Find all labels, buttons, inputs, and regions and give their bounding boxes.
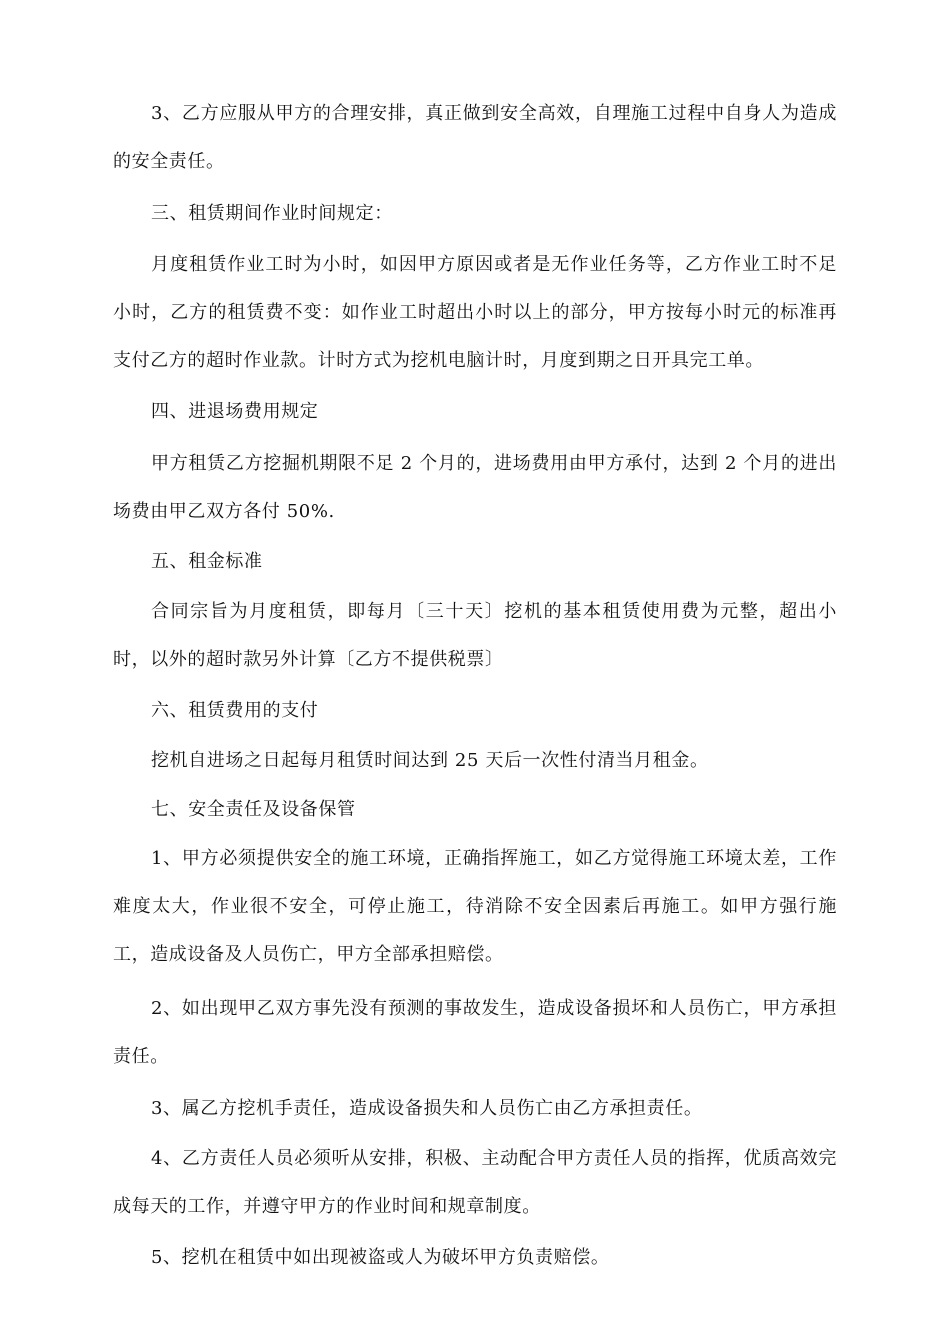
- clause-3-safety-arrangement: 3、乙方应服从甲方的合理安排，真正做到安全高效，自理施工过程中自身人为造成的安全责任。: [113, 103, 837, 172]
- clause-5-theft-damage: 5、挖机在租赁中如出现被盗或人为破坏甲方负责赔偿。: [151, 1247, 610, 1268]
- clause-4-personnel-obligations: 4、乙方责任人员必须听从安排，积极、主动配合甲方责任人员的指挥，优质高效完成每天的工作，并遵守甲方的作业时间和规章制度。: [113, 1148, 837, 1217]
- clause-3-operator-responsibility: 3、属乙方挖机手责任，造成设备损失和人员伤亡由乙方承担责任。: [151, 1098, 703, 1119]
- section-heading-entry-exit-fees: 四、进退场费用规定: [151, 401, 319, 422]
- paragraph-rent-payment: 挖机自进场之日起每月租赁时间达到 25 天后一次性付清当月租金。: [151, 750, 709, 771]
- section-heading-rent-standard: 五、租金标准: [151, 551, 263, 572]
- paragraph-work-hours: 月度租赁作业工时为小时，如因甲方原因或者是无作业任务等，乙方作业工时不足小时，乙方的租赁费不变：如作业工时超出小时以上的部分，甲方按每小时元的标准再支付乙方的超时作业款。计时方式为挖机电脑计时，月度到期之日开具完工单。: [113, 254, 837, 371]
- clause-1-construction-environment: 1、甲方必须提供安全的施工环境，正确指挥施工，如乙方觉得施工环境太差，工作难度太大，作业很不安全，可停止施工，待消除不安全因素后再施工。如甲方强行施工，造成设备及人员伤亡，甲方全部承担赔偿。: [113, 848, 837, 965]
- paragraph-entry-exit-fees: 甲方租赁乙方挖掘机期限不足 2 个月的，进场费用由甲方承付，达到 2 个月的进出场费由甲乙双方各付 50%.: [113, 453, 837, 522]
- section-heading-safety-responsibility: 七、安全责任及设备保管: [151, 799, 356, 820]
- clause-2-unforeseen-accidents: 2、如出现甲乙双方事先没有预测的事故发生，造成设备损坏和人员伤亡，甲方承担责任。: [113, 998, 837, 1067]
- section-heading-work-hours: 三、租赁期间作业时间规定：: [151, 203, 393, 224]
- paragraph-rent-standard: 合同宗旨为月度租赁，即每月〔三十天〕挖机的基本租赁使用费为元整，超出小时，以外的超时款另外计算〔乙方不提供税票〕: [113, 601, 837, 670]
- section-heading-rent-payment: 六、租赁费用的支付: [151, 700, 319, 721]
